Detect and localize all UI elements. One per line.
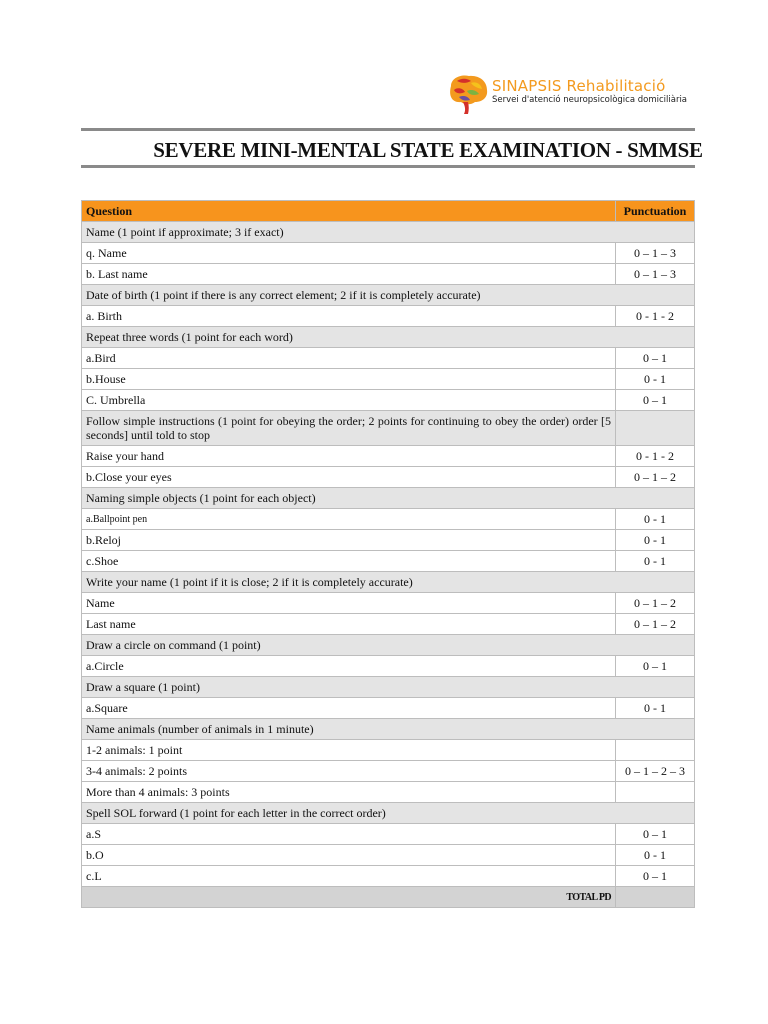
item-score: 0 – 1 – 2 <box>616 593 695 614</box>
item-score: 0 - 1 <box>616 551 695 572</box>
question-column-header: Question <box>82 201 616 222</box>
item-score: 0 - 1 <box>616 509 695 530</box>
item-question: a.Square <box>82 698 616 719</box>
item-score: 0 – 1 – 2 – 3 <box>616 761 695 782</box>
item-row <box>82 656 695 677</box>
item-row <box>82 761 695 782</box>
item-row <box>82 530 695 551</box>
item-score: 0 – 1 <box>616 348 695 369</box>
section-row <box>82 635 695 656</box>
item-row <box>82 593 695 614</box>
item-row <box>82 866 695 887</box>
item-question: a.Ballpoint pen <box>82 509 616 530</box>
section-row <box>82 719 695 740</box>
item-question: q. Name <box>82 243 616 264</box>
section-row <box>82 411 695 446</box>
item-question: Name <box>82 593 616 614</box>
item-score: 0 – 1 <box>616 390 695 411</box>
item-row <box>82 243 695 264</box>
item-question: b.Reloj <box>82 530 616 551</box>
item-row <box>82 306 695 327</box>
smmse-table <box>81 200 695 908</box>
section-row <box>82 327 695 348</box>
section-row <box>82 803 695 824</box>
section-question: Draw a square (1 point) <box>82 677 695 698</box>
item-question: Last name <box>82 614 616 635</box>
section-question: Write your name (1 point if it is close; 2 if it is completely accurate) <box>82 572 695 593</box>
total-row <box>82 887 695 908</box>
section-row <box>82 222 695 243</box>
section-question: Name (1 point if approximate; 3 if exact) <box>82 222 695 243</box>
section-question: Follow simple instructions (1 point for obeying the order; 2 points for continuing to obey the order) order [5 seconds] until told to stop <box>82 411 616 446</box>
section-row <box>82 572 695 593</box>
item-row <box>82 446 695 467</box>
item-score: 0 – 1 – 2 <box>616 614 695 635</box>
item-score <box>616 782 695 803</box>
item-row <box>82 824 695 845</box>
item-row <box>82 845 695 866</box>
item-question: b.House <box>82 369 616 390</box>
item-row <box>82 264 695 285</box>
item-score: 0 - 1 - 2 <box>616 306 695 327</box>
section-question: Spell SOL forward (1 point for each letter in the correct order) <box>82 803 695 824</box>
item-score: 0 – 1 – 3 <box>616 264 695 285</box>
item-score: 0 - 1 - 2 <box>616 446 695 467</box>
item-question: c.Shoe <box>82 551 616 572</box>
section-question: Draw a circle on command (1 point) <box>82 635 695 656</box>
table-header-row <box>82 201 695 222</box>
item-score: 0 – 1 – 3 <box>616 243 695 264</box>
item-row <box>82 390 695 411</box>
section-row <box>82 488 695 509</box>
item-score: 0 – 1 <box>616 824 695 845</box>
section-question: Naming simple objects (1 point for each object) <box>82 488 695 509</box>
item-question: b.Close your eyes <box>82 467 616 488</box>
title-rule-top <box>81 128 695 131</box>
item-score: 0 – 1 – 2 <box>616 467 695 488</box>
item-question: 3-4 animals: 2 points <box>82 761 616 782</box>
item-row <box>82 698 695 719</box>
item-score: 0 – 1 <box>616 866 695 887</box>
item-score: 0 - 1 <box>616 845 695 866</box>
brain-logo-icon <box>441 72 491 116</box>
title-rule-bottom <box>81 165 695 168</box>
logo-subtitle: Servei d'atenció neuropsicològica domiciliària <box>492 95 688 105</box>
document-title: SEVERE MINI-MENTAL STATE EXAMINATION - SMMSE <box>153 138 703 162</box>
item-question: More than 4 animals: 3 points <box>82 782 616 803</box>
punctuation-column-header: Punctuation <box>616 201 695 222</box>
item-row <box>82 782 695 803</box>
item-score: 0 – 1 <box>616 656 695 677</box>
item-question: C. Umbrella <box>82 390 616 411</box>
section-question: Date of birth (1 point if there is any correct element; 2 if it is completely accurate) <box>82 285 695 306</box>
table-body <box>82 222 695 887</box>
item-question: a.Bird <box>82 348 616 369</box>
section-score-cell <box>616 411 695 446</box>
total-value <box>616 887 695 908</box>
section-row <box>82 677 695 698</box>
item-score: 0 - 1 <box>616 698 695 719</box>
item-question: Raise your hand <box>82 446 616 467</box>
section-question: Repeat three words (1 point for each word) <box>82 327 695 348</box>
item-row <box>82 551 695 572</box>
item-row <box>82 369 695 390</box>
item-row <box>82 614 695 635</box>
item-question: a. Birth <box>82 306 616 327</box>
item-question: 1-2 animals: 1 point <box>82 740 616 761</box>
section-row <box>82 285 695 306</box>
item-row <box>82 348 695 369</box>
item-question: a.S <box>82 824 616 845</box>
item-question: c.L <box>82 866 616 887</box>
item-score: 0 - 1 <box>616 369 695 390</box>
total-label: TOTAL PD <box>82 887 616 908</box>
item-question: a.Circle <box>82 656 616 677</box>
logo-title: SINAPSIS Rehabilitació <box>492 77 666 95</box>
item-row <box>82 467 695 488</box>
item-row <box>82 740 695 761</box>
logo <box>441 72 688 116</box>
item-question: b.O <box>82 845 616 866</box>
item-question: b. Last name <box>82 264 616 285</box>
item-row <box>82 509 695 530</box>
section-question: Name animals (number of animals in 1 minute) <box>82 719 695 740</box>
item-score <box>616 740 695 761</box>
item-score: 0 - 1 <box>616 530 695 551</box>
